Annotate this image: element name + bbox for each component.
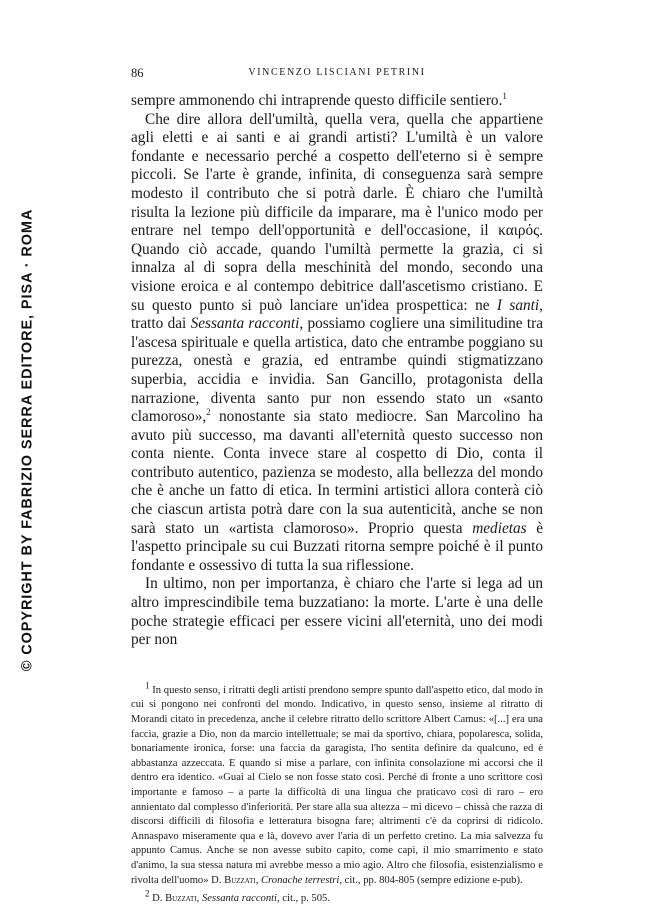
page-number: 86 bbox=[131, 66, 144, 80]
paragraph-2-text-c: , possiamo cogliere una similitudine tra l'ascesa spirituale e quella artistica, dato che entrambe poggiano su purezza, onestà e grazia, ed entrambe quindi stigmatizzano superbia, accidia e invidia. San Gancillo, protagonista della narrazione, diventa santo pur non essendo stato un «santo clamoroso», bbox=[131, 315, 543, 426]
footnote-1-tail: , cit., pp. 804-805 (sempre edizione e-pub). bbox=[339, 874, 523, 886]
footnote-2-work: Sessanta racconti bbox=[201, 893, 277, 905]
footnote-1 bbox=[131, 680, 543, 888]
footnote-2-sep: , bbox=[196, 893, 202, 905]
footnote-1-sep: , bbox=[255, 874, 261, 886]
footnote-2-tail: , cit., p. 505. bbox=[277, 893, 330, 905]
running-title: VINCENZO LISCIANI PETRINI bbox=[248, 67, 426, 78]
footnote-ref-1[interactable]: 1 bbox=[502, 90, 507, 101]
copyright-watermark bbox=[14, 205, 40, 675]
title-sessanta-racconti: Sessanta racconti bbox=[190, 315, 300, 333]
running-head bbox=[131, 66, 543, 84]
paragraph-2-text-e: è l'aspetto principale su cui Buzzati ritorna sempre poiché è il punto fondante e ossessivo di tutta la sua riflessione. bbox=[131, 519, 543, 574]
footnote-2-author: Buzzati bbox=[165, 893, 197, 905]
paragraph-2 bbox=[131, 111, 543, 576]
footnote-ref-2[interactable]: 2 bbox=[206, 407, 211, 417]
footnote-1-text: In questo senso, i ritratti degli artisti prendono sempre spunto dall'aspetto etico, dal modo in cui si pongono nei confronti del mondo. Indicativo, in questo senso, insieme al ritratto di Morandi citato in precedenza, anche il celebre ritratto dello scrittore Albert Camus: «[...] era una faccia, grazie a Dio, non da marcio intellettuale; se mai da sportivo, chiara, popolaresca, solida, bonariamente ironica, forse: una faccia da garagista, l'ho sentita definire da qualcuno, ed è abbastanza azzeccata. E quando si mise a parlare, con infinita consolazione mi accorsi che il dentro era identico. «Guai al Cielo se non fosse stato così. Perché di fronte a uno scrittore così importante e famoso – a parte la difficoltà di una lingua che praticavo così di raro – ero annientato dal complesso d'inferiorità. Per stare alla sua altezza – mi dicevo – chissà che razza di discorsi difficili di filosofia e letteratura bisogna fare; altrimenti c'è da coprirsi di ridicolo. Annaspavo miseramente qua e là, dovevo aver l'aria di un perfetto cretino. La mia salvezza fu appunto Camus. Anche se non avesse subito capito, come capì, il mio smarrimento e stato d'animo, la sua stessa natura mi avrebbe messo a mio agio. Altro che filosofia, esistenzialismo e rivolta dell'uomo» D. bbox=[131, 684, 543, 886]
body-text bbox=[131, 92, 543, 650]
footnote-2 bbox=[131, 888, 543, 907]
paragraph-2-text-b: , tratto dai bbox=[131, 296, 543, 333]
book-page bbox=[131, 66, 543, 907]
title-i-santi: I santi bbox=[496, 296, 540, 314]
paragraph-1-text: sempre ammonendo chi intraprende questo difficile sentiero. bbox=[131, 92, 503, 109]
footnote-1-author: Buzzati bbox=[224, 874, 256, 886]
paragraph-3: In ultimo, non per importanza, è chiaro che l'arte si lega ad un altro imprescindibile tema buzzatiano: la morte. L'arte è una delle poche strategie efficaci per essere vicini all'eternità, uno dei modi per non bbox=[131, 575, 543, 649]
footnote-1-marker: 1 bbox=[145, 680, 150, 691]
footnote-2-prefix: D. bbox=[152, 893, 166, 905]
footnote-1-work: Cronache terrestri bbox=[260, 874, 340, 886]
paragraph-1 bbox=[131, 92, 543, 111]
copyright-text: © COPYRIGHT BY FABRIZIO SERRA EDITORE, PISA · ROMA bbox=[19, 208, 35, 672]
paragraph-2-text-a: Che dire allora dell'umiltà, quella vera, quella che appartiene agli eletti e ai santi e ai grandi artisti? L'umiltà è un valore fondante e necessario perché a cospetto dell'eterno si è sempre piccoli. Se l'arte è grande, infinita, di conseguenza sarà sempre modesto il contributo che si potrà darle. È chiaro che l'umiltà risulta la lezione più difficile da imparare, ma è l'unico modo per entrare nel tempo dell'opportunità e dell'occasione, il καιρός. Quando ciò accade, quando l'umiltà permette la grazia, ci si innalza al di sopra della meschinità del mondo, secondo una visione eroica e al contempo debitrice dall'ascetismo cristiano. E su questo punto si può lanciare un'idea prospettica: ne bbox=[131, 110, 543, 314]
footnote-2-marker: 2 bbox=[145, 888, 150, 899]
term-medietas: medietas bbox=[472, 519, 527, 537]
paragraph-2-text-d: nonostante sia stato mediocre. San Marcolino ha avuto più successo, ma davanti all'eternità questo successo non conta niente. Conta invece stare al cospetto di Dio, conta il contributo autentico, pazienza se modesto, alla bellezza del mondo che è anche un fatto di etica. In termini artistici allora conterà ciò che ciascun artista potrà dare con la sua autenticità, anche se non sarà stato un «artista clamoroso». Proprio questa bbox=[131, 408, 543, 537]
footnotes bbox=[131, 680, 543, 907]
